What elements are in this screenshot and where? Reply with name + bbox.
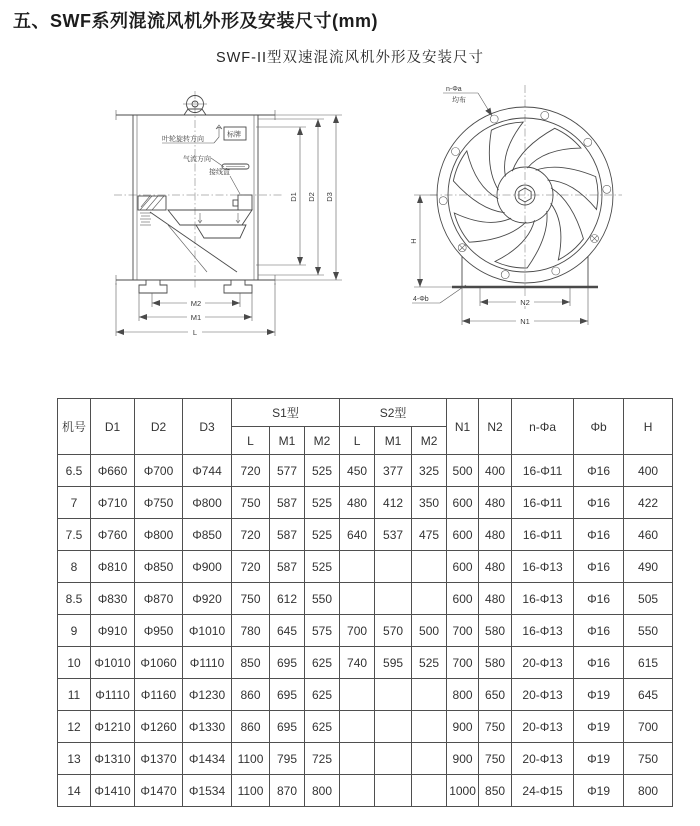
table-cell: 860 bbox=[232, 711, 270, 743]
col-header-n-phi-a: n-Φa bbox=[512, 399, 574, 455]
table-cell bbox=[340, 743, 375, 775]
table-cell: 24-Φ15 bbox=[512, 775, 574, 807]
table-cell: 625 bbox=[305, 679, 340, 711]
side-view bbox=[114, 91, 342, 337]
table-cell: Φ19 bbox=[574, 743, 624, 775]
table-cell: 595 bbox=[375, 647, 412, 679]
table-cell: 587 bbox=[270, 487, 305, 519]
table-cell: 587 bbox=[270, 551, 305, 583]
table-cell: 16-Φ13 bbox=[512, 551, 574, 583]
table-cell: Φ1330 bbox=[183, 711, 232, 743]
table-cell: 740 bbox=[340, 647, 375, 679]
table-cell: 700 bbox=[447, 615, 479, 647]
col-header-s2-m2: M2 bbox=[412, 427, 447, 455]
table-cell: Φ910 bbox=[91, 615, 135, 647]
table-cell: 700 bbox=[340, 615, 375, 647]
table-cell: 575 bbox=[305, 615, 340, 647]
col-header-s1-l: L bbox=[232, 427, 270, 455]
table-cell: Φ16 bbox=[574, 551, 624, 583]
table-cell: Φ16 bbox=[574, 487, 624, 519]
table-cell bbox=[412, 679, 447, 711]
impeller-blades bbox=[446, 110, 612, 280]
table-row bbox=[58, 775, 673, 807]
airflow-direction-label: 气流方向 bbox=[183, 156, 211, 163]
table-cell: Φ1470 bbox=[135, 775, 183, 807]
table-cell bbox=[340, 679, 375, 711]
table-cell bbox=[375, 775, 412, 807]
table-cell bbox=[340, 775, 375, 807]
table-cell: 505 bbox=[624, 583, 673, 615]
col-header-phi-b: Φb bbox=[574, 399, 624, 455]
table-cell: Φ16 bbox=[574, 519, 624, 551]
table-cell: Φ850 bbox=[183, 519, 232, 551]
table-cell: Φ920 bbox=[183, 583, 232, 615]
table-cell: 695 bbox=[270, 679, 305, 711]
table-cell: 580 bbox=[479, 615, 512, 647]
table-cell: 600 bbox=[447, 519, 479, 551]
table-cell: 645 bbox=[624, 679, 673, 711]
front-view bbox=[409, 85, 622, 326]
table-cell bbox=[375, 743, 412, 775]
table-cell: Φ1010 bbox=[183, 615, 232, 647]
table-cell: 550 bbox=[305, 583, 340, 615]
table-cell: 475 bbox=[412, 519, 447, 551]
table-cell: 550 bbox=[624, 615, 673, 647]
table-cell: Φ750 bbox=[135, 487, 183, 519]
table-cell: 577 bbox=[270, 455, 305, 487]
table-cell: Φ700 bbox=[135, 455, 183, 487]
table-cell: 16-Φ13 bbox=[512, 615, 574, 647]
table-cell: Φ660 bbox=[91, 455, 135, 487]
table-cell: 1000 bbox=[447, 775, 479, 807]
table-cell: 525 bbox=[412, 647, 447, 679]
table-cell: 1100 bbox=[232, 775, 270, 807]
table-cell: 900 bbox=[447, 743, 479, 775]
table-cell: 525 bbox=[305, 455, 340, 487]
table-cell: 1100 bbox=[232, 743, 270, 775]
col-header-n2: N2 bbox=[479, 399, 512, 455]
table-cell: 695 bbox=[270, 647, 305, 679]
table-cell: 6.5 bbox=[58, 455, 91, 487]
table-row bbox=[58, 455, 673, 487]
table-cell: Φ1434 bbox=[183, 743, 232, 775]
table-cell: Φ1010 bbox=[91, 647, 135, 679]
table-cell: 625 bbox=[305, 711, 340, 743]
table-cell: 16-Φ13 bbox=[512, 583, 574, 615]
table-cell: 612 bbox=[270, 583, 305, 615]
dimension-table bbox=[57, 398, 673, 807]
table-cell: 9 bbox=[58, 615, 91, 647]
col-header-n1: N1 bbox=[447, 399, 479, 455]
table-cell: 860 bbox=[232, 679, 270, 711]
dim-m1-label: M1 bbox=[190, 313, 202, 322]
table-row bbox=[58, 647, 673, 679]
drawing-subtitle: SWF-II型双速混流风机外形及安装尺寸 bbox=[215, 50, 485, 66]
table-cell bbox=[375, 679, 412, 711]
table-cell: 16-Φ11 bbox=[512, 519, 574, 551]
bolt-circle-holes-label: n-Φa bbox=[446, 86, 462, 93]
table-cell: Φ1110 bbox=[183, 647, 232, 679]
table-cell: Φ16 bbox=[574, 455, 624, 487]
table-cell: 14 bbox=[58, 775, 91, 807]
table-cell: 600 bbox=[447, 583, 479, 615]
table-cell: 720 bbox=[232, 551, 270, 583]
table-cell: 720 bbox=[232, 455, 270, 487]
table-cell: Φ800 bbox=[183, 487, 232, 519]
dim-d2-label: D2 bbox=[307, 192, 316, 202]
table-cell: Φ1060 bbox=[135, 647, 183, 679]
table-cell: 450 bbox=[340, 455, 375, 487]
table-cell: 750 bbox=[624, 743, 673, 775]
table-cell: Φ1534 bbox=[183, 775, 232, 807]
table-row bbox=[58, 743, 673, 775]
dim-l-label: L bbox=[192, 328, 198, 337]
table-cell: 525 bbox=[305, 551, 340, 583]
table-cell: Φ900 bbox=[183, 551, 232, 583]
table-cell bbox=[412, 743, 447, 775]
table-cell: Φ19 bbox=[574, 679, 624, 711]
dim-m2-label: M2 bbox=[190, 299, 202, 308]
table-row bbox=[58, 519, 673, 551]
table-cell: Φ870 bbox=[135, 583, 183, 615]
table-row bbox=[58, 551, 673, 583]
table-cell: Φ1410 bbox=[91, 775, 135, 807]
table-cell: Φ19 bbox=[574, 711, 624, 743]
table-cell: 850 bbox=[232, 647, 270, 679]
table-cell: 8 bbox=[58, 551, 91, 583]
table-row bbox=[58, 487, 673, 519]
table-cell: 400 bbox=[479, 455, 512, 487]
table-cell: 587 bbox=[270, 519, 305, 551]
table-row bbox=[58, 711, 673, 743]
table-cell: 20-Φ13 bbox=[512, 679, 574, 711]
table-cell: Φ1230 bbox=[183, 679, 232, 711]
table-cell: Φ1160 bbox=[135, 679, 183, 711]
table-row bbox=[58, 615, 673, 647]
table-cell: 650 bbox=[479, 679, 512, 711]
table-cell: 480 bbox=[479, 551, 512, 583]
table-cell bbox=[375, 711, 412, 743]
table-cell: 600 bbox=[447, 487, 479, 519]
col-header-d1: D1 bbox=[91, 399, 135, 455]
table-cell bbox=[412, 775, 447, 807]
evenly-distributed-label: 均布 bbox=[452, 97, 466, 104]
table-cell: Φ16 bbox=[574, 647, 624, 679]
table-cell: 700 bbox=[447, 647, 479, 679]
table-cell: 750 bbox=[479, 711, 512, 743]
table-cell: 795 bbox=[270, 743, 305, 775]
table-cell: 800 bbox=[305, 775, 340, 807]
table-cell: 16-Φ11 bbox=[512, 455, 574, 487]
table-cell: 12 bbox=[58, 711, 91, 743]
table-cell: 20-Φ13 bbox=[512, 647, 574, 679]
dim-d1-label: D1 bbox=[289, 192, 298, 202]
table-cell: 525 bbox=[305, 519, 340, 551]
foundation-bolt-label: 4-Φb bbox=[413, 296, 429, 303]
table-cell: 570 bbox=[375, 615, 412, 647]
table-cell: 500 bbox=[412, 615, 447, 647]
table-cell: 480 bbox=[479, 583, 512, 615]
table-cell: 10 bbox=[58, 647, 91, 679]
table-cell: 537 bbox=[375, 519, 412, 551]
col-header-model: 机号 bbox=[58, 399, 91, 455]
table-cell: Φ1260 bbox=[135, 711, 183, 743]
table-cell: 20-Φ13 bbox=[512, 711, 574, 743]
table-cell: Φ1110 bbox=[91, 679, 135, 711]
table-cell: 800 bbox=[447, 679, 479, 711]
table-cell bbox=[340, 583, 375, 615]
table-cell bbox=[340, 551, 375, 583]
table-cell: 580 bbox=[479, 647, 512, 679]
table-cell: 7 bbox=[58, 487, 91, 519]
nameplate-label: 标牌 bbox=[227, 131, 241, 139]
table-cell: 600 bbox=[447, 551, 479, 583]
table-cell bbox=[375, 551, 412, 583]
col-header-s1-m1: M1 bbox=[270, 427, 305, 455]
table-cell: Φ1310 bbox=[91, 743, 135, 775]
table-cell: 525 bbox=[305, 487, 340, 519]
table-cell: Φ16 bbox=[574, 615, 624, 647]
junction-box-label: 接线盒 bbox=[209, 169, 230, 176]
table-cell: 870 bbox=[270, 775, 305, 807]
table-cell: 480 bbox=[479, 487, 512, 519]
table-cell: Φ950 bbox=[135, 615, 183, 647]
table-cell: 480 bbox=[340, 487, 375, 519]
dim-n2-label: N2 bbox=[520, 298, 530, 307]
table-cell: Φ800 bbox=[135, 519, 183, 551]
fan-technical-drawings bbox=[0, 75, 700, 375]
table-cell bbox=[412, 551, 447, 583]
col-header-h: H bbox=[624, 399, 673, 455]
table-cell bbox=[375, 583, 412, 615]
col-header-d2: D2 bbox=[135, 399, 183, 455]
table-cell: Φ1210 bbox=[91, 711, 135, 743]
table-cell: 7.5 bbox=[58, 519, 91, 551]
table-cell: 20-Φ13 bbox=[512, 743, 574, 775]
col-header-s1-type: S1型 bbox=[232, 399, 340, 427]
table-cell bbox=[340, 711, 375, 743]
table-cell: 615 bbox=[624, 647, 673, 679]
table-cell bbox=[412, 583, 447, 615]
table-cell: Φ710 bbox=[91, 487, 135, 519]
table-cell: Φ1370 bbox=[135, 743, 183, 775]
table-cell bbox=[412, 711, 447, 743]
table-cell: Φ850 bbox=[135, 551, 183, 583]
table-cell: 11 bbox=[58, 679, 91, 711]
table-cell: Φ760 bbox=[91, 519, 135, 551]
table-cell: 8.5 bbox=[58, 583, 91, 615]
table-body bbox=[58, 455, 673, 807]
table-cell: 850 bbox=[479, 775, 512, 807]
table-cell: 750 bbox=[232, 487, 270, 519]
table-cell: 400 bbox=[624, 455, 673, 487]
table-cell: 490 bbox=[624, 551, 673, 583]
table-cell: 750 bbox=[232, 583, 270, 615]
col-header-s2-m1: M1 bbox=[375, 427, 412, 455]
table-cell: 640 bbox=[340, 519, 375, 551]
table-cell: 725 bbox=[305, 743, 340, 775]
table-cell: Φ16 bbox=[574, 583, 624, 615]
table-cell: 750 bbox=[479, 743, 512, 775]
table-cell: 800 bbox=[624, 775, 673, 807]
table-cell: 900 bbox=[447, 711, 479, 743]
table-cell: 350 bbox=[412, 487, 447, 519]
table-cell: 700 bbox=[624, 711, 673, 743]
page-title: 五、SWF系列混流风机外形及安装尺寸(mm) bbox=[13, 11, 378, 31]
table-cell: Φ810 bbox=[91, 551, 135, 583]
col-header-d3: D3 bbox=[183, 399, 232, 455]
table-row bbox=[58, 583, 673, 615]
table-cell: 325 bbox=[412, 455, 447, 487]
table-cell: 412 bbox=[375, 487, 412, 519]
table-cell: Φ19 bbox=[574, 775, 624, 807]
table-cell: 780 bbox=[232, 615, 270, 647]
table-cell: 625 bbox=[305, 647, 340, 679]
table-cell: 460 bbox=[624, 519, 673, 551]
table-cell: 13 bbox=[58, 743, 91, 775]
table-cell: 695 bbox=[270, 711, 305, 743]
col-header-s1-m2: M2 bbox=[305, 427, 340, 455]
table-row bbox=[58, 679, 673, 711]
table-cell: 500 bbox=[447, 455, 479, 487]
dim-d3-label: D3 bbox=[325, 192, 334, 202]
col-header-s2-type: S2型 bbox=[340, 399, 447, 427]
dim-h-label: H bbox=[409, 238, 418, 244]
table-cell: 645 bbox=[270, 615, 305, 647]
table-cell: 422 bbox=[624, 487, 673, 519]
col-header-s2-l: L bbox=[340, 427, 375, 455]
table-cell: 377 bbox=[375, 455, 412, 487]
table-cell: 16-Φ11 bbox=[512, 487, 574, 519]
table-cell: Φ744 bbox=[183, 455, 232, 487]
rotation-direction-label: 叶轮旋转方向 bbox=[162, 136, 204, 143]
table-cell: Φ830 bbox=[91, 583, 135, 615]
dim-n1-label: N1 bbox=[520, 317, 530, 326]
table-cell: 480 bbox=[479, 519, 512, 551]
table-cell: 720 bbox=[232, 519, 270, 551]
